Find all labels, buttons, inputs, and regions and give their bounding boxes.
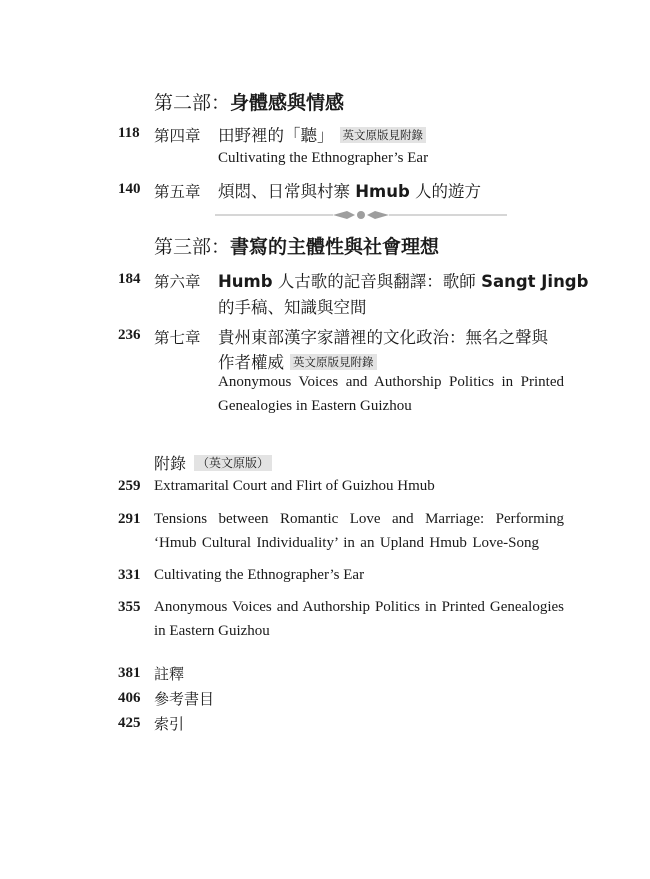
page-number: 236: [118, 327, 141, 343]
part-heading: [154, 88, 344, 115]
chapter-title: [218, 268, 588, 292]
chapter-title-part: 煩悶、日常與村寨: [218, 182, 356, 201]
ornament-divider: [215, 208, 507, 222]
appendix-item: Cultivating the Ethnographer’s Ear: [154, 567, 365, 583]
chapter-label: 第四章: [154, 127, 201, 145]
backmatter-item: 註釋: [154, 665, 185, 683]
page-number: 406: [118, 690, 141, 706]
page-number: 331: [118, 567, 141, 583]
part-title: 書寫的主體性與社會理想: [230, 236, 440, 258]
chapter-title-part: 作者權威: [218, 353, 284, 372]
chapter-title-part: 人古歌的記音與翻譯：歌師: [272, 272, 482, 291]
english-original-badge: 英文原版見附錄: [290, 354, 377, 370]
backmatter-item: 索引: [154, 715, 185, 733]
appendix-heading: [154, 451, 272, 474]
page-number: 140: [118, 181, 141, 197]
chapter-title-text: 田野裡的「聽」: [218, 126, 334, 145]
appendix-item-line2: ‘Hmub Cultural Individuality’ in an Upland Hmub Love-Song: [154, 535, 539, 551]
appendix-item: Tensions between Romantic Love and Marriage: Performing: [154, 511, 564, 527]
chapter-title: [218, 178, 481, 202]
part-label: 第二部：: [154, 92, 231, 114]
english-original-badge: 英文原版見附錄: [340, 127, 427, 143]
chapter-title: [218, 122, 426, 146]
backmatter-item: 參考書目: [154, 690, 215, 708]
english-title: Cultivating the Ethnographer’s Ear: [218, 150, 429, 166]
chapter-label: 第七章: [154, 329, 201, 347]
appendix-label: 附錄: [154, 454, 187, 473]
english-title-line2: Genealogies in Eastern Guizhou: [218, 398, 412, 414]
page-number: 184: [118, 271, 141, 287]
page-number: 118: [118, 125, 140, 141]
chapter-title-line2: 的手稿、知識與空間: [218, 298, 367, 317]
page-number: 381: [118, 665, 141, 681]
part-heading: [154, 232, 439, 259]
english-original-badge: （英文原版）: [194, 455, 272, 471]
chapter-title-bold: Sangt Jingb: [481, 272, 589, 291]
part-label: 第三部：: [154, 236, 231, 258]
chapter-title-bold: Humb: [218, 272, 273, 291]
chapter-title-part: 人的遊方: [409, 182, 482, 201]
appendix-item-line2: in Eastern Guizhou: [154, 623, 270, 639]
appendix-item: Extramarital Court and Flirt of Guizhou Hmub: [154, 478, 435, 494]
page-number: 425: [118, 715, 141, 731]
chapter-label: 第五章: [154, 183, 201, 201]
part-title: 身體感與情感: [230, 92, 345, 114]
page-number: 259: [118, 478, 141, 494]
page-number: 355: [118, 599, 141, 615]
chapter-title: 貴州東部漢字家譜裡的文化政治：無名之聲與: [218, 328, 548, 347]
chapter-label: 第六章: [154, 273, 201, 291]
english-title: Anonymous Voices and Authorship Politics in Printed: [218, 374, 564, 390]
chapter-title-bold: Hmub: [355, 182, 410, 201]
chapter-title-line2: [218, 349, 377, 373]
appendix-item: Anonymous Voices and Authorship Politics in Printed Genealogies: [154, 599, 564, 615]
page-number: 291: [118, 511, 141, 527]
